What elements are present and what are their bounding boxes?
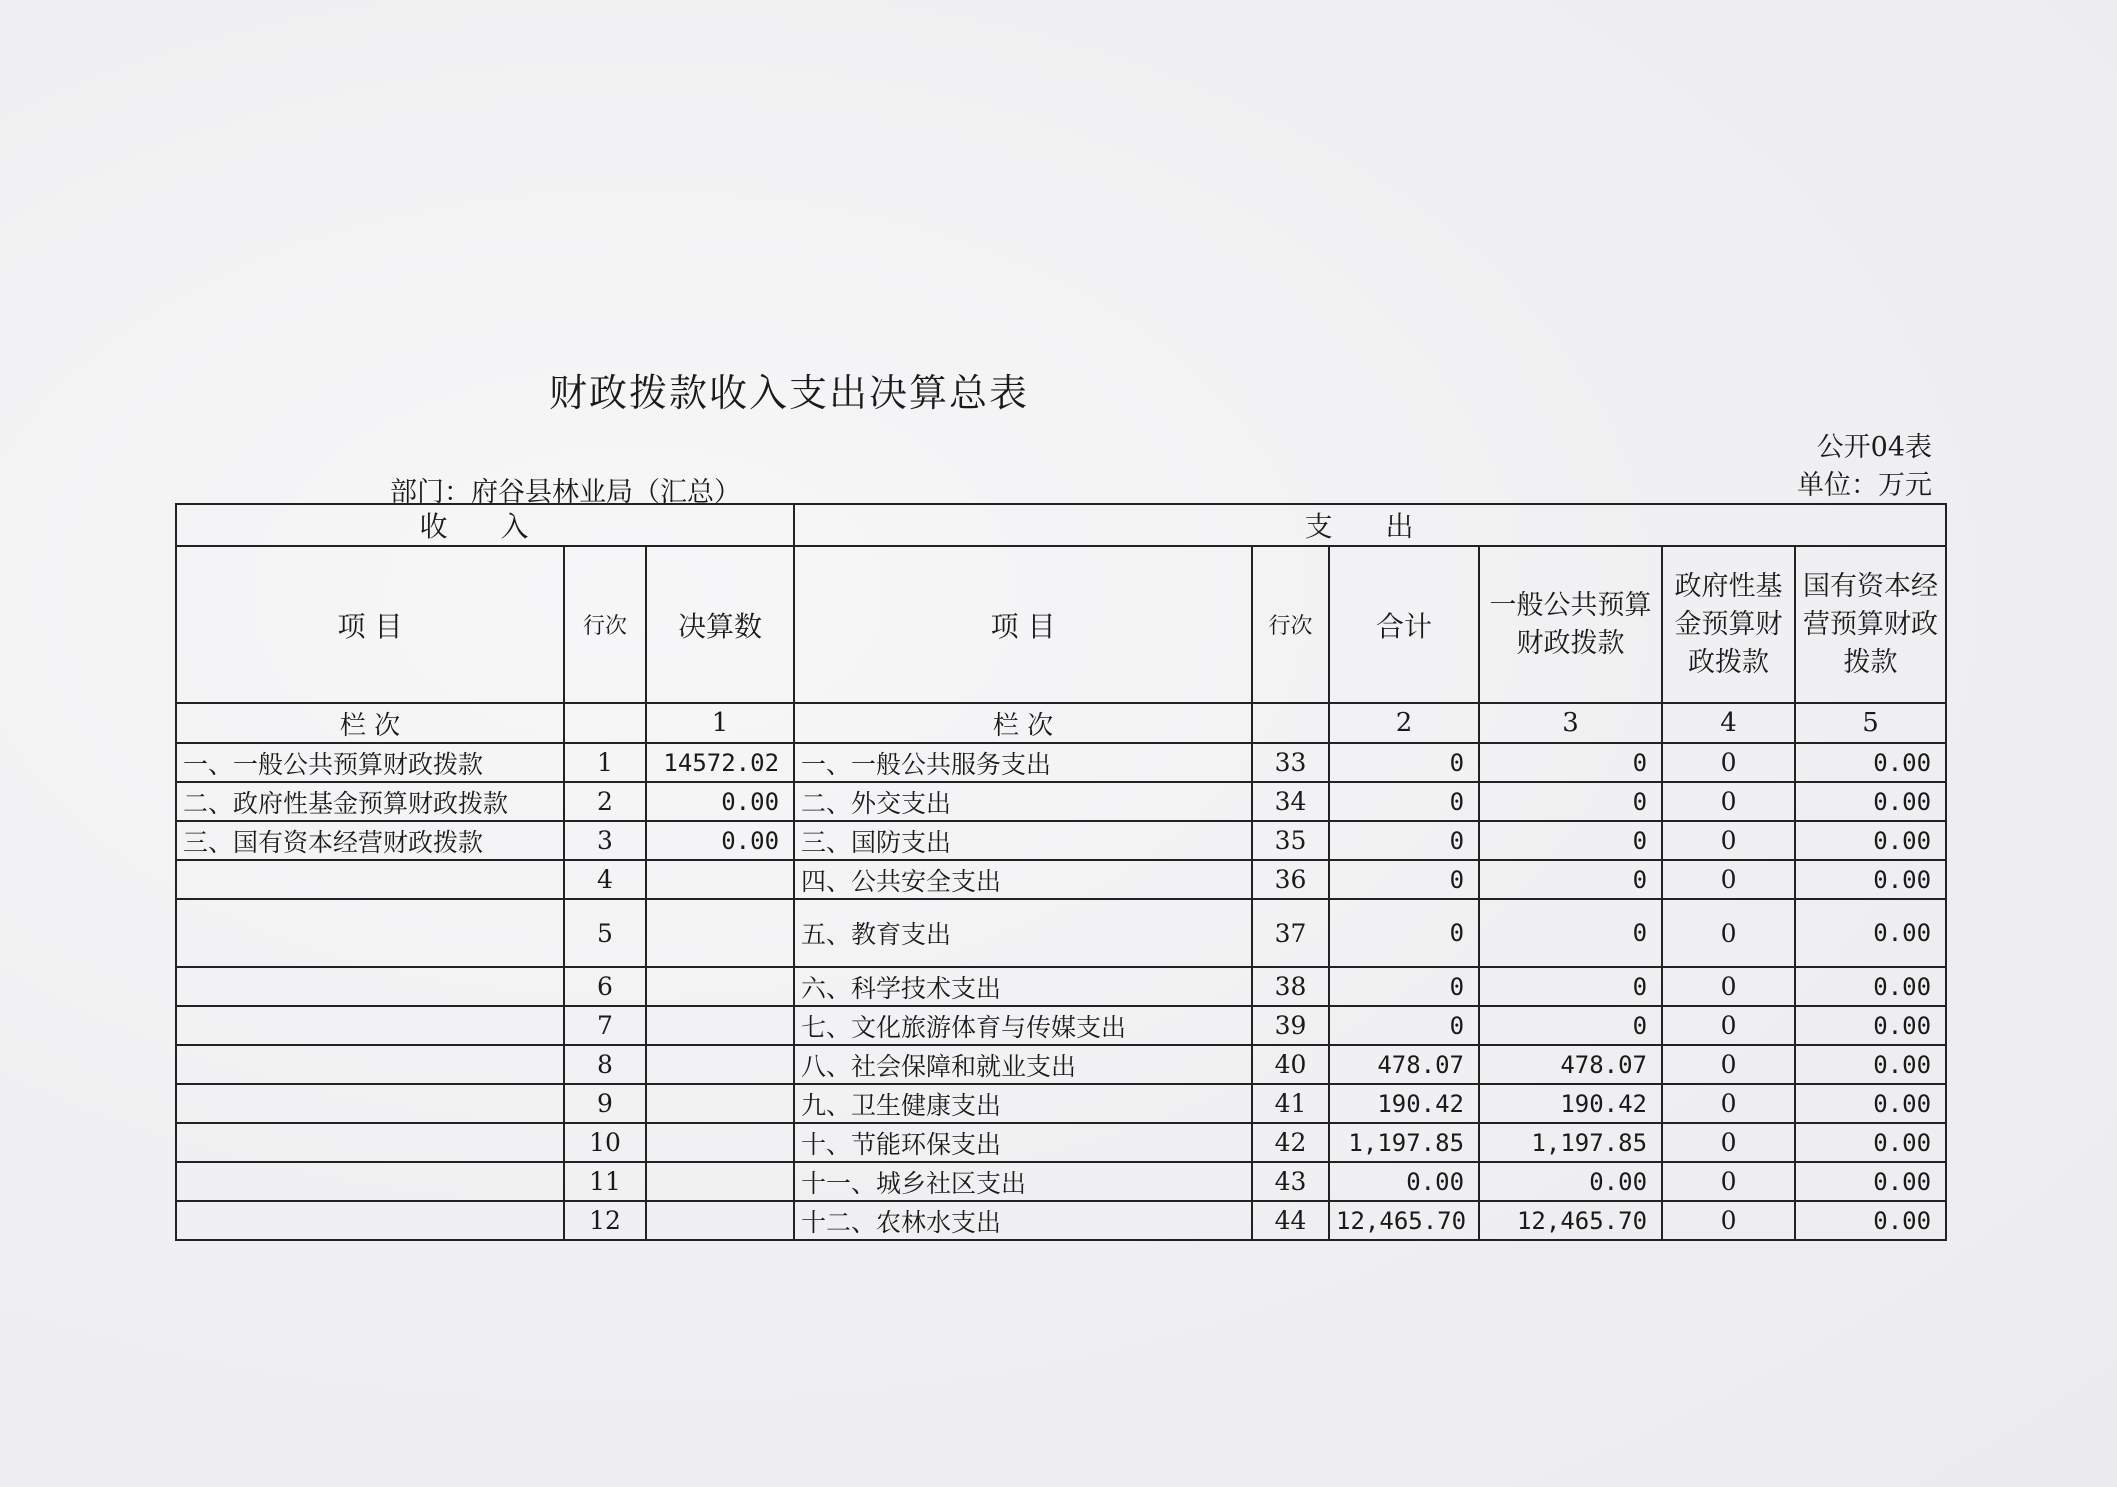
expense-item-cell: 二、外交支出 — [794, 782, 1252, 821]
column-number-5: 5 — [1795, 703, 1946, 743]
expense-item-cell: 九、卫生健康支出 — [794, 1084, 1252, 1123]
general-budget-cell: 190.42 — [1479, 1084, 1662, 1123]
income-item-cell: 一、一般公共预算财政拨款 — [176, 743, 564, 782]
income-row-no-cell: 4 — [564, 860, 646, 899]
income-amount-cell: 0.00 — [646, 782, 794, 821]
table-row — [176, 1123, 1946, 1162]
column-header-row — [176, 546, 1946, 703]
general-budget-header: 一般公共预算财政拨款 — [1479, 546, 1662, 703]
income-row-no-cell: 3 — [564, 821, 646, 860]
gov-fund-cell: 0 — [1662, 821, 1795, 860]
general-budget-cell: 0 — [1479, 782, 1662, 821]
income-item-cell — [176, 1123, 564, 1162]
table-row — [176, 1045, 1946, 1084]
income-row-no-cell: 2 — [564, 782, 646, 821]
expense-row-no-cell: 36 — [1252, 860, 1329, 899]
general-budget-cell: 0 — [1479, 899, 1662, 967]
state-capital-cell: 0.00 — [1795, 899, 1946, 967]
income-amount-cell — [646, 1162, 794, 1201]
expense-item-header: 项 目 — [794, 546, 1252, 703]
state-capital-cell: 0.00 — [1795, 860, 1946, 899]
total-cell: 0 — [1329, 782, 1479, 821]
gov-fund-cell: 0 — [1662, 899, 1795, 967]
expense-item-cell: 六、科学技术支出 — [794, 967, 1252, 1006]
income-item-cell — [176, 1045, 564, 1084]
expense-section-header: 支 出 — [794, 504, 1946, 546]
column-number-row — [176, 703, 1946, 743]
fiscal-appropriation-table — [175, 503, 1947, 1241]
state-capital-cell: 0.00 — [1795, 967, 1946, 1006]
total-cell: 0.00 — [1329, 1162, 1479, 1201]
expense-row-no-cell: 41 — [1252, 1084, 1329, 1123]
table-row — [176, 1084, 1946, 1123]
table-row — [176, 1006, 1946, 1045]
general-budget-cell: 12,465.70 — [1479, 1201, 1662, 1240]
total-cell: 0 — [1329, 967, 1479, 1006]
page-title: 财政拨款收入支出决算总表 — [548, 371, 1029, 415]
table-row — [176, 1162, 1946, 1201]
gov-fund-cell: 0 — [1662, 1123, 1795, 1162]
expense-row-no-cell: 43 — [1252, 1162, 1329, 1201]
expense-row-no-cell: 34 — [1252, 782, 1329, 821]
state-capital-cell: 0.00 — [1795, 1006, 1946, 1045]
income-item-cell — [176, 1162, 564, 1201]
income-item-cell — [176, 1006, 564, 1045]
income-item-cell: 三、国有资本经营财政拨款 — [176, 821, 564, 860]
general-budget-cell: 1,197.85 — [1479, 1123, 1662, 1162]
income-amount-cell — [646, 1084, 794, 1123]
column-number-1: 1 — [646, 703, 794, 743]
income-amount-cell — [646, 1201, 794, 1240]
expense-item-cell: 八、社会保障和就业支出 — [794, 1045, 1252, 1084]
general-budget-cell: 478.07 — [1479, 1045, 1662, 1084]
expense-row-no-cell: 39 — [1252, 1006, 1329, 1045]
total-cell: 478.07 — [1329, 1045, 1479, 1084]
table-row — [176, 1201, 1946, 1240]
state-capital-cell: 0.00 — [1795, 782, 1946, 821]
total-header: 合计 — [1329, 546, 1479, 703]
gov-fund-cell: 0 — [1662, 967, 1795, 1006]
gov-fund-cell: 0 — [1662, 1045, 1795, 1084]
total-cell: 190.42 — [1329, 1084, 1479, 1123]
state-capital-cell: 0.00 — [1795, 1201, 1946, 1240]
column-number-2: 2 — [1329, 703, 1479, 743]
total-cell: 1,197.85 — [1329, 1123, 1479, 1162]
income-row-no-cell: 7 — [564, 1006, 646, 1045]
general-budget-cell: 0 — [1479, 860, 1662, 899]
general-budget-cell: 0 — [1479, 1006, 1662, 1045]
income-amount-cell — [646, 860, 794, 899]
gov-fund-cell: 0 — [1662, 1084, 1795, 1123]
expense-row-no-cell: 37 — [1252, 899, 1329, 967]
income-item-cell — [176, 967, 564, 1006]
expense-row-no-header: 行次 — [1252, 546, 1329, 703]
income-amount-cell — [646, 1123, 794, 1162]
expense-item-cell: 一、一般公共服务支出 — [794, 743, 1252, 782]
general-budget-cell: 0.00 — [1479, 1162, 1662, 1201]
column-number-blank-2 — [1252, 703, 1329, 743]
expense-row-no-cell: 38 — [1252, 967, 1329, 1006]
income-row-no-cell: 6 — [564, 967, 646, 1006]
column-number-label: 栏 次 — [176, 703, 564, 743]
income-amount-cell — [646, 899, 794, 967]
expense-item-cell: 十二、农林水支出 — [794, 1201, 1252, 1240]
gov-fund-cell: 0 — [1662, 1201, 1795, 1240]
gov-fund-cell: 0 — [1662, 743, 1795, 782]
total-cell: 0 — [1329, 743, 1479, 782]
income-amount-cell — [646, 967, 794, 1006]
total-cell: 0 — [1329, 1006, 1479, 1045]
total-cell: 0 — [1329, 821, 1479, 860]
income-row-no-cell: 10 — [564, 1123, 646, 1162]
general-budget-cell: 0 — [1479, 821, 1662, 860]
table-row — [176, 860, 1946, 899]
department-label: 部门：府谷县林业局（汇总） — [390, 477, 741, 508]
state-capital-cell: 0.00 — [1795, 1123, 1946, 1162]
income-row-no-cell: 8 — [564, 1045, 646, 1084]
income-amount-cell — [646, 1045, 794, 1084]
table-row — [176, 967, 1946, 1006]
expense-item-cell: 十、节能环保支出 — [794, 1123, 1252, 1162]
expense-row-no-cell: 44 — [1252, 1201, 1329, 1240]
income-row-no-cell: 11 — [564, 1162, 646, 1201]
income-amount-cell: 0.00 — [646, 821, 794, 860]
income-amount-cell — [646, 1006, 794, 1045]
column-number-3: 3 — [1479, 703, 1662, 743]
gov-fund-header: 政府性基金预算财政拨款 — [1662, 546, 1795, 703]
expense-row-no-cell: 40 — [1252, 1045, 1329, 1084]
total-cell: 0 — [1329, 860, 1479, 899]
general-budget-cell: 0 — [1479, 967, 1662, 1006]
state-capital-cell: 0.00 — [1795, 1084, 1946, 1123]
column-number-expense-label: 栏 次 — [794, 703, 1252, 743]
income-row-no-header: 行次 — [564, 546, 646, 703]
gov-fund-cell: 0 — [1662, 1162, 1795, 1201]
gov-fund-cell: 0 — [1662, 1006, 1795, 1045]
income-row-no-cell: 12 — [564, 1201, 646, 1240]
state-capital-cell: 0.00 — [1795, 1045, 1946, 1084]
income-row-no-cell: 1 — [564, 743, 646, 782]
expense-row-no-cell: 33 — [1252, 743, 1329, 782]
income-item-cell — [176, 860, 564, 899]
gov-fund-cell: 0 — [1662, 782, 1795, 821]
table-row — [176, 743, 1946, 782]
general-budget-cell: 0 — [1479, 743, 1662, 782]
income-row-no-cell: 9 — [564, 1084, 646, 1123]
table-row — [176, 899, 1946, 967]
total-cell: 0 — [1329, 899, 1479, 967]
income-amount-header: 决算数 — [646, 546, 794, 703]
section-header-row — [176, 504, 1946, 546]
column-number-4: 4 — [1662, 703, 1795, 743]
expense-row-no-cell: 42 — [1252, 1123, 1329, 1162]
table-row — [176, 821, 1946, 860]
state-capital-cell: 0.00 — [1795, 743, 1946, 782]
state-capital-cell: 0.00 — [1795, 1162, 1946, 1201]
income-section-header: 收 入 — [176, 504, 794, 546]
income-item-cell — [176, 899, 564, 967]
expense-item-cell: 七、文化旅游体育与传媒支出 — [794, 1006, 1252, 1045]
state-capital-header: 国有资本经营预算财政拨款 — [1795, 546, 1946, 703]
income-item-cell — [176, 1084, 564, 1123]
expense-item-cell: 五、教育支出 — [794, 899, 1252, 967]
income-item-cell: 二、政府性基金预算财政拨款 — [176, 782, 564, 821]
expense-row-no-cell: 35 — [1252, 821, 1329, 860]
income-item-header: 项 目 — [176, 546, 564, 703]
gov-fund-cell: 0 — [1662, 860, 1795, 899]
expense-item-cell: 三、国防支出 — [794, 821, 1252, 860]
unit-label: 单位：万元 — [1797, 470, 1932, 501]
total-cell: 12,465.70 — [1329, 1201, 1479, 1240]
income-row-no-cell: 5 — [564, 899, 646, 967]
income-item-cell — [176, 1201, 564, 1240]
form-number: 公开04表 — [1816, 432, 1932, 463]
column-number-blank — [564, 703, 646, 743]
expense-item-cell: 十一、城乡社区支出 — [794, 1162, 1252, 1201]
expense-item-cell: 四、公共安全支出 — [794, 860, 1252, 899]
table-row — [176, 782, 1946, 821]
state-capital-cell: 0.00 — [1795, 821, 1946, 860]
income-amount-cell: 14572.02 — [646, 743, 794, 782]
